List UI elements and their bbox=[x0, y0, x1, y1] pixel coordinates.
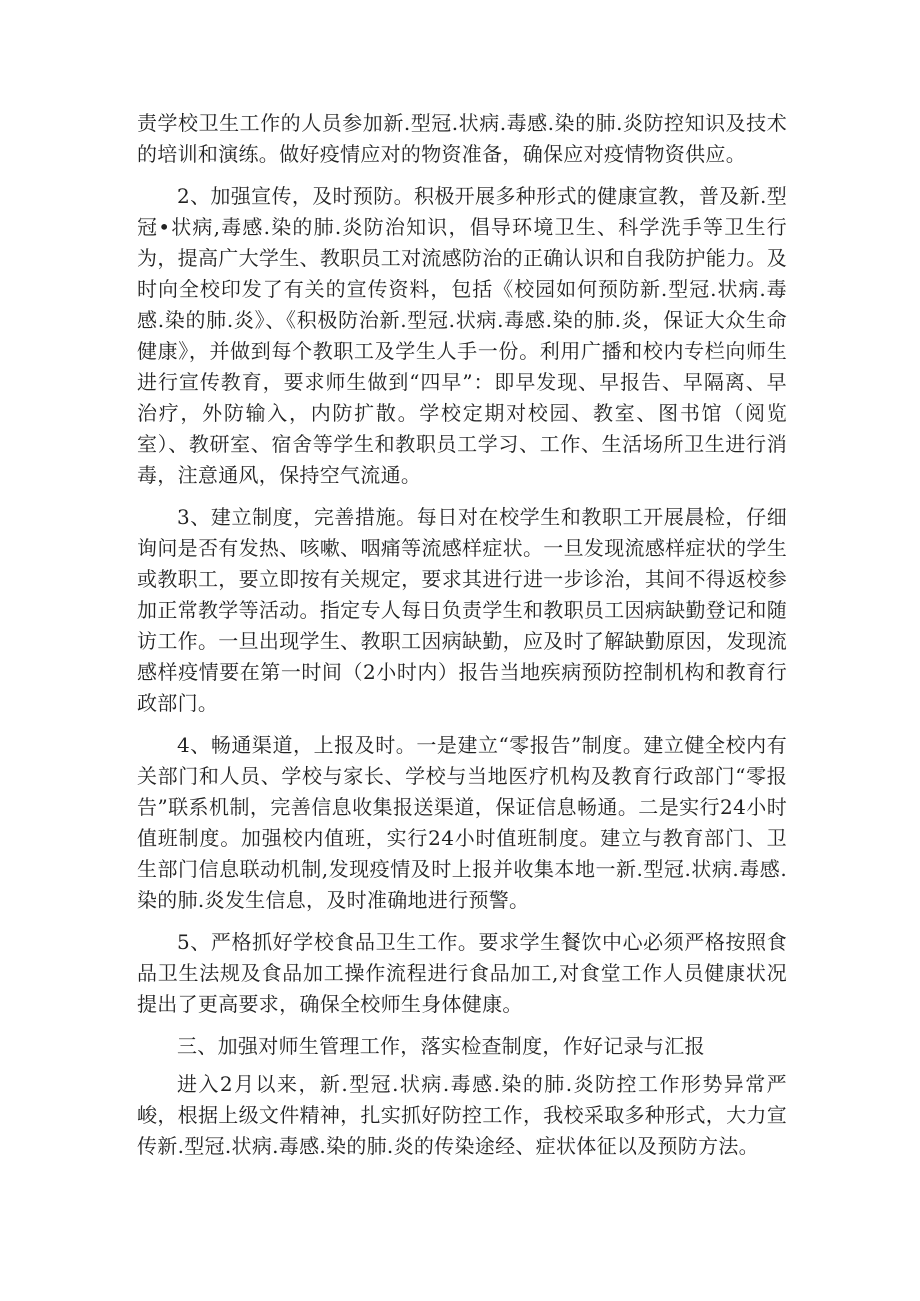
paragraph-publicity: 2、加强宣传，及时预防。积极开展多种形式的健康宣教，普及新.型冠•状病,毒感.染的肺.炎防治知识，倡导环境卫生、科学洗手等卫生行为，提高广大学生、教职员工对流感防治的正确认识和自我防护能力。及时向全校印发了有关的宣传资料，包括《校园如何预防新.型冠.状病.毒感.染的肺.炎》、《积极防治新.型冠.状病.毒感.染的肺.炎，保证大众生命健康》，并做到每个教职工及学生人手一份。利用广播和校内专栏向师生进行宣传教育，要求师生做到“四早”：即早发现、早报告、早隔离、早治疗，外防输入，内防扩散。学校定期对校园、教室、图书馆（阅览室）、教研室、宿舍等学生和教职员工学习、工作、生活场所卫生进行消毒，注意通风，保持空气流通。 bbox=[137, 184, 787, 487]
paragraph-food-hygiene: 5、严格抓好学校食品卫生工作。要求学生餐饮中心必须严格按照食品卫生法规及食品加工操作流程进行食品加工,对食堂工作人员健康状况提出了更高要求，确保全校师生身体健康。 bbox=[137, 930, 787, 1016]
section-heading-three: 三、加强对师生管理工作，落实检查制度，作好记录与汇报 bbox=[177, 1034, 705, 1058]
paragraph-reporting-channels: 4、畅通渠道，上报及时。一是建立“零报告”制度。建立健全校内有关部门和人员、学校与家长、学校与当地医疗机构及教育行政部门“零报告”联系机制，完善信息收集报送渠道，保证信息畅通。二是实行24小时值班制度。加强校内值班，实行24小时值班制度。建立与教育部门、卫生部门信息联动机制,发现疫情及时上报并收集本地一新.型冠.状病.毒感.染的肺.炎发生信息，及时准确地进行预警。 bbox=[137, 733, 787, 912]
paragraph-system-measures: 3、建立制度，完善措施。每日对在校学生和教职工开展晨检，仔细询问是否有发热、咳嗽、咽痛等流感样症状。一旦发现流感样症状的学生或教职工，要立即按有关规定，要求其进行进一步诊治，其间不得返校参加正常教学等活动。指定专人每日负责学生和教职员工因病缺勤登记和随访工作。一旦出现学生、教职工因病缺勤，应及时了解缺勤原因，发现流感样疫情要在第一时间（2小时内）报告当地疾病预防控制机构和教育行政部门。 bbox=[137, 505, 787, 715]
paragraph-continuation: 责学校卫生工作的人员参加新.型冠.状病.毒感.染的肺.炎防控知识及技术的培训和演练。做好疫情应对的物资准备，确保应对疫情物资供应。 bbox=[137, 111, 787, 166]
paragraph-february-update: 进入2月以来，新.型冠.状病.毒感.染的肺.炎防控工作形势异常严峻，根据上级文件精神，扎实抓好防控工作，我校采取多种形式，大力宣传新.型冠.状病.毒感.染的肺.炎的传染途经、症状体征以及预防方法。 bbox=[137, 1072, 787, 1158]
document-body bbox=[137, 108, 787, 1173]
